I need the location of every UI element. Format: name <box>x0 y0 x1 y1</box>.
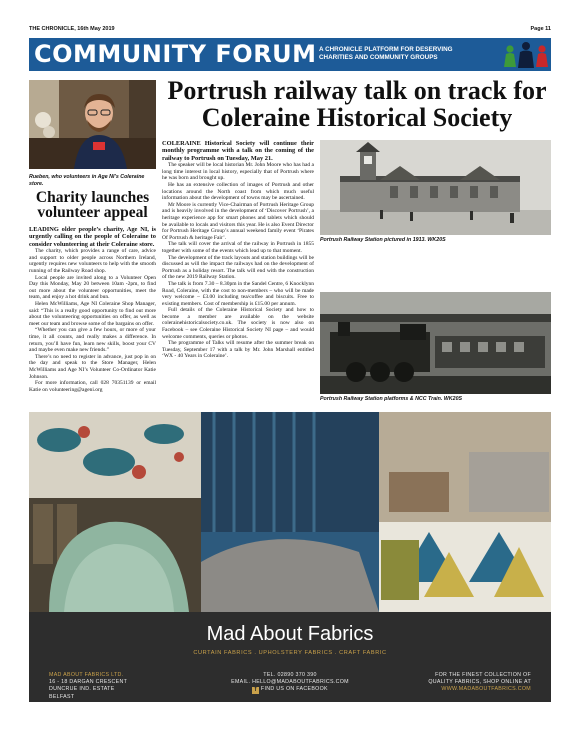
advert-contact <box>215 672 365 694</box>
address-line: MAD ABOUT FABRICS LTD. <box>49 672 124 678</box>
address-line: DUNCRUE IND. ESTATE <box>49 686 115 693</box>
advert-website[interactable]: WWW.MADABOUTFABRICS.COM <box>441 686 531 693</box>
facebook-label: FIND US ON FACEBOOK <box>260 686 328 693</box>
article-paragraph: He has an extensive collection of images of Portrush and other locations around the North coast from which much useful information about the development of towns may be ascertained. <box>162 182 314 202</box>
rueben-photo-caption: Rueben, who volunteers in Age NI’s Coleraine store. <box>29 174 145 187</box>
promo-line: QUALITY FABRICS, SHOP ONLINE AT <box>428 679 531 686</box>
advert-phone: TEL. 02890 370 390 <box>263 672 317 678</box>
mad-about-fabrics-advert <box>29 412 551 702</box>
fabric-collage-image <box>29 412 551 612</box>
article-paragraph: COLERAINE Historical Society will continue their monthly programme with a talk on the coming of the railway to Portrush on Tuesday, May 21. <box>162 140 314 162</box>
article-paragraph: The speaker will be local historian Mr. John Moore who has had a long time interest in local history, especially that of Portrush where he was born and brought up. <box>162 162 314 182</box>
banner-tagline-line-2: CHARITIES AND COMMUNITY GROUPS <box>319 54 438 61</box>
article-paragraph: The talk is from 7.30 – 8.30pm in the Sandel Centre, 6 Knocklynn Road, Coleraine, with the cost to non-members – who will be made very welcome – £3.00 including tea/coffee and biscuits. Free to existing members. Cost of membership is £15.00 per annum. <box>162 280 314 307</box>
advert-email: EMAIL. HELLO@MADABOUTFABRICS.COM <box>231 679 349 686</box>
train-photo-caption: Portrush Railway Station platforms & NCC Train. WK20S <box>320 396 463 402</box>
facebook-icon: f <box>252 687 259 694</box>
volunteer-appeal-headline: Charity launches volunteer appeal <box>35 189 150 221</box>
folio-page-number: Page 11 <box>530 26 551 32</box>
article-paragraph: The programme of Talks will resume after the summer break on Tuesday, September 17 with a talk by Mr. John Marshall entitled ‘WX - 40 Years in Coleraine’. <box>162 340 314 360</box>
article-paragraph: The development of the track layouts and station buildings will be discussed as will the impact the railways had on the development of Portrush as a holiday resort. The talk will end with the construction of the new 2019 Railway Station. <box>162 254 314 281</box>
advert-promo <box>361 672 531 694</box>
railway-talk-headline: Portrush railway talk on track for Coleraine Historical Society <box>167 76 547 132</box>
portrush-station-1913-photo <box>320 140 551 235</box>
advert-facebook[interactable] <box>215 686 365 694</box>
article-paragraph: The charity, which provides a range of care, advice and support to older people across Northern Ireland, urgently requires new volunteers to help with the smooth running of the Railway Road shop. <box>29 248 156 274</box>
advert-address <box>49 672 127 701</box>
volunteer-appeal-body <box>29 226 156 393</box>
rueben-photo <box>29 80 156 169</box>
advert-subtitle: CURTAIN FABRICS . UPHOLSTERY FABRICS . CRAFT FABRIC <box>193 650 387 656</box>
folio-date: THE CHRONICLE, 16th May 2019 <box>29 26 115 32</box>
article-paragraph: “Whether you can give a few hours, or more of your time, it all counts, and really makes a difference. In return, you’ll have fun, learn new skills, boost your CV and maybe even make new friends.” <box>29 327 156 354</box>
article-paragraph: Mr Moore is currently Vice-Chairman of Portrush Heritage Group and is heavily involved in the development of ‘Discover Portrush’, a heritage experience app for smart phones and tablets which should be available to locals and visitors this year. He is also Event Director for Portrush Heritage Group’s annual weekend family event ‘Pirates Of Portrush & heritage Fair’. <box>162 201 314 241</box>
article-paragraph: LEADING older people’s charity, Age NI, is urgently calling on the people of Coleraine to consider volunteering at their Coleraine store. <box>29 226 156 248</box>
railway-talk-body <box>162 140 314 360</box>
article-paragraph: There’s no need to register in advance, just pop in on the day and speak to the Store Manager, Helen McWilliams and Age NI’s Volunteer Co-Ordinator Katie Johnson. <box>29 353 156 380</box>
article-paragraph: For more information, call 028 70351139 or email Katie on volunteering@ageni.org <box>29 380 156 393</box>
banner-tagline-line-1: A CHRONICLE PLATFORM FOR DESERVING <box>319 46 453 53</box>
portrush-train-photo <box>320 292 551 394</box>
station-photo-caption: Portrush Railway Station pictured in 1913. WK20S <box>320 237 446 243</box>
article-paragraph: Full details of the Coleraine Historical Society and how to become a member are available on the website colerainehistoricalsociety.co.uk. The society is now also on Facebook – see Coleraine Historical Society NI page – and would welcome comments, queries or photos. <box>162 307 314 340</box>
address-line: BELFAST <box>49 693 75 700</box>
article-paragraph: The talk will cover the arrival of the railway in Portrush in 1855 together with some of the events which lead up to that moment. <box>162 241 314 254</box>
banner-title: COMMUNITY FORUM <box>34 40 317 68</box>
article-paragraph: Local people are invited along to a Volunteer Open Day this Monday, May 20 between 10am -2pm, to find out more about the volunteer opportunities, meet the team, and enjoy a hot drink and bun. <box>29 274 156 301</box>
community-forum-banner <box>29 38 551 71</box>
advert-brand-name: Mad About Fabrics <box>206 623 374 645</box>
banner-tagline <box>319 46 453 62</box>
article-paragraph: Helen McWilliams, Age NI Coleraine Shop Manager, said: “This is a really good opportunity to find out more about the volunteering opportunities on offer, as well as meet our team and browse some of the bargains on offer. <box>29 300 156 327</box>
address-line: 16 - 18 DARGAN CRESCENT <box>49 679 128 686</box>
promo-line: FOR THE FINEST COLLECTION OF <box>435 672 531 678</box>
people-icon <box>503 41 549 69</box>
